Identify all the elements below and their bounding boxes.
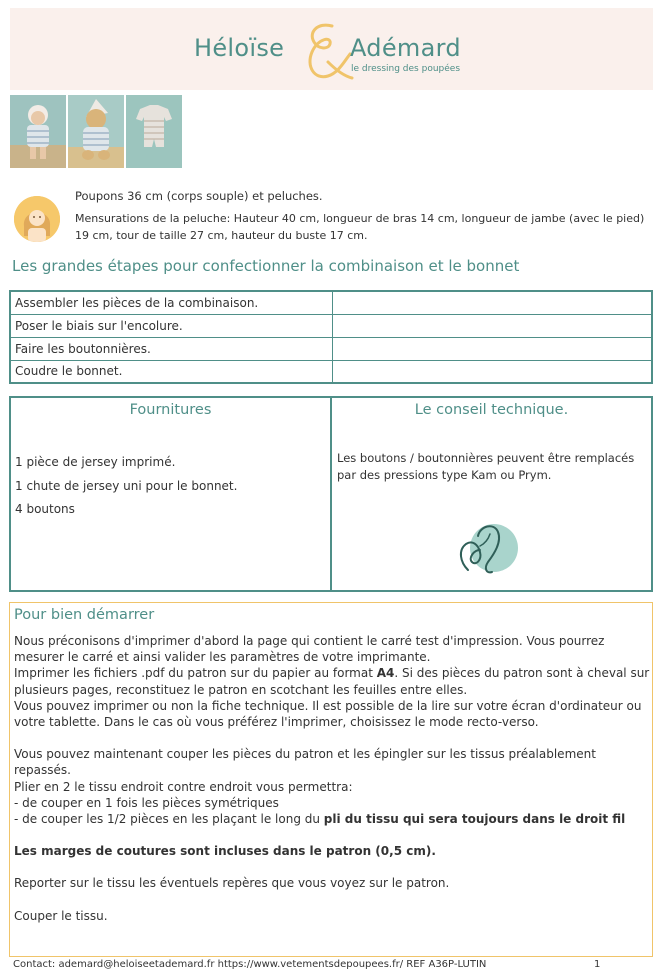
supplies-box — [9, 396, 332, 592]
tip-title: Le conseil technique. — [414, 402, 569, 418]
paragraph: Vous pouvez imprimer ou non la fiche technique. Il est possible de la lire sur votre écran d'ordinateur ou votre tablette. Dans le cas où vous préférez l'imprimer, choisissez le mode recto-verso. — [14, 698, 642, 730]
step-label: Poser le biais sur l'encolure. — [10, 314, 332, 337]
brand-header — [10, 8, 653, 90]
table-row — [10, 360, 652, 383]
tip-box — [330, 396, 653, 592]
table-row — [10, 314, 652, 337]
page-number: 1 — [594, 959, 601, 970]
paragraph: Imprimer les fichiers .pdf du patron sur du papier au format A4. Si des pièces du patron sont à cheval sur plusieurs pages, reconstituez le patron en scotchant les feuilles entre elles. — [14, 666, 650, 697]
steps-title: Les grandes étapes pour confectionner la combinaison et le bonnet — [12, 257, 520, 275]
doll-size-text: Poupons 36 cm (corps souple) et peluches. — [75, 189, 323, 203]
brand-tagline: le dressing des poupées — [351, 64, 461, 74]
supply-item: 4 boutons — [15, 502, 75, 516]
paragraph: Les marges de coutures sont incluses dans le patron (0,5 cm). — [14, 844, 436, 859]
footer-contact: Contact: ademard@heloiseetademard.fr https://www.vetementsdepoupees.fr/ REF A36P-LUTIN — [13, 959, 487, 970]
brand-name-right: Adémard — [350, 34, 461, 62]
step-check-cell — [332, 337, 652, 360]
getting-started-body — [14, 633, 650, 924]
paragraph: - de couper en 1 fois les pièces symétriques — [14, 795, 279, 810]
step-label: Assembler les pièces de la combinaison. — [10, 291, 332, 314]
paragraph: Plier en 2 le tissu endroit contre endroit vous permettra: — [14, 779, 353, 794]
step-label: Coudre le bonnet. — [10, 360, 332, 383]
ampersand-logo-icon — [288, 18, 358, 88]
supply-item: 1 pièce de jersey imprimé. — [15, 455, 176, 469]
paragraph: Nous préconisons d'imprimer d'abord la page qui contient le carré test d'impression. Vous pourrez mesurer le carré et ainsi valider les paramètres de votre imprimante. — [14, 634, 605, 665]
baby-doll-photo — [10, 95, 66, 168]
romper-photo — [126, 95, 182, 168]
table-row — [10, 291, 652, 314]
teddy-bear-photo — [68, 95, 124, 168]
plush-measurements-text: Mensurations de la peluche: Hauteur 40 cm, longueur de bras 14 cm, longueur de jambe (avec le pied) 19 cm, tour de taille 27 cm, hauteur du buste 17 cm. — [75, 212, 645, 242]
paragraph: Reporter sur le tissu les éventuels repères que vous voyez sur le patron. — [14, 876, 450, 891]
doll-avatar-icon — [14, 196, 60, 242]
paragraph: Vous pouvez maintenant couper les pièces du patron et les épingler sur les tissus préalablement repassés. — [14, 747, 596, 778]
getting-started-box — [9, 602, 653, 957]
getting-started-title: Pour bien démarrer — [14, 607, 155, 623]
step-check-cell — [332, 360, 652, 383]
supplies-title: Fournitures — [129, 402, 212, 418]
supply-item: 1 chute de jersey uni pour le bonnet. — [15, 479, 238, 493]
steps-table — [9, 290, 653, 384]
paragraph: Couper le tissu. — [14, 908, 108, 923]
brand-name-left: Héloïse — [194, 34, 285, 62]
sewing-hand-icon — [450, 514, 520, 580]
step-check-cell — [332, 291, 652, 314]
tip-text: Les boutons / boutonnières peuvent être remplacés par des pressions type Kam ou Prym. — [337, 451, 635, 482]
paragraph: - de couper les 1/2 pièces en les plaçant le long du pli du tissu qui sera toujours dans le droit fil — [14, 812, 626, 827]
step-check-cell — [332, 314, 652, 337]
step-label: Faire les boutonnières. — [10, 337, 332, 360]
table-row — [10, 337, 652, 360]
